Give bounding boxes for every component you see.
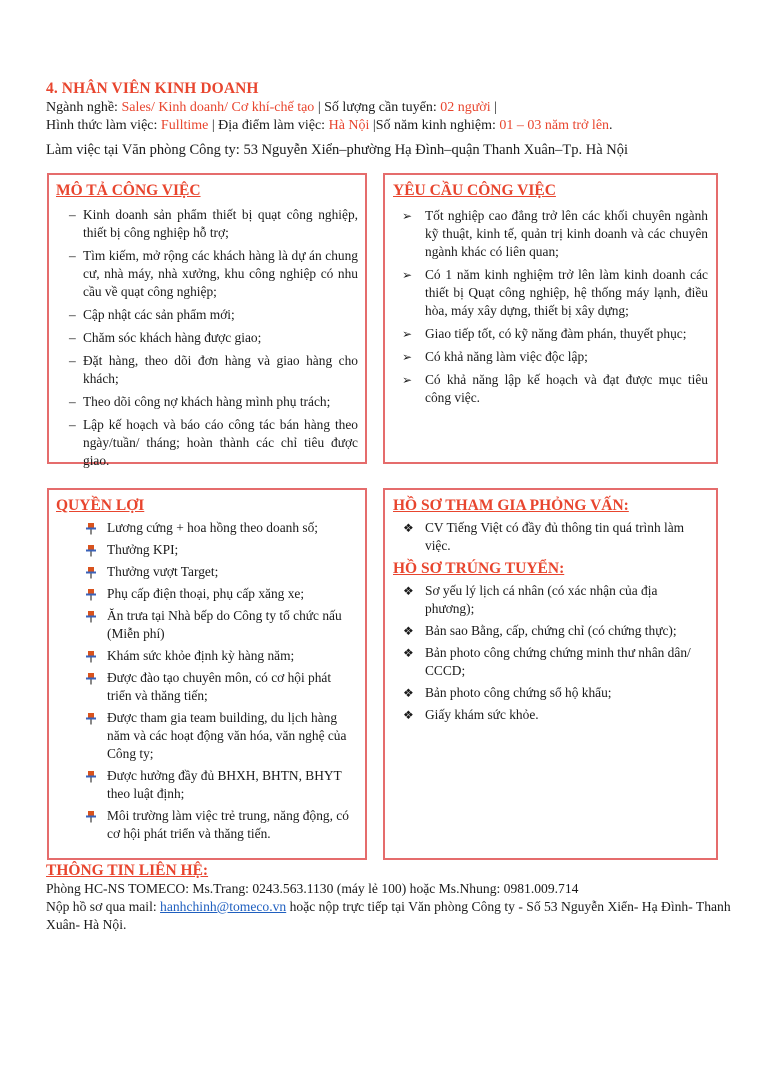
list-item: [56, 393, 358, 411]
contact-section: [46, 862, 736, 934]
list-item: [393, 266, 708, 320]
list-item: [56, 563, 358, 581]
interview-docs-list: [393, 519, 708, 555]
dash-bullet: –: [69, 307, 76, 322]
list-item-text: Ăn trưa tại Nhà bếp do Công ty tổ chức nấu (Miễn phí): [107, 608, 342, 641]
arrow-bullet-icon: ➢: [402, 209, 413, 223]
dash-bullet: –: [69, 330, 76, 345]
list-item: [393, 706, 708, 724]
list-item-text: Được tham gia team building, du lịch hàng năm và các hoạt động văn hóa, văn nghệ của Công ty;: [107, 710, 347, 761]
list-item-text: Bản photo công chứng chứng minh thư nhân dân/ CCCD;: [425, 645, 691, 678]
list-item-text: Sơ yếu lý lịch cá nhân (có xác nhận của địa phương);: [425, 583, 658, 616]
list-item: [393, 622, 708, 640]
list-item-text: Tìm kiếm, mở rộng các khách hàng là dự án chung cư, nhà máy, nhà xưởng, khu công nghiệp có nhu cầu về quạt công nghiệp;: [83, 248, 358, 299]
list-item: [56, 709, 358, 763]
requirements-list: [393, 207, 708, 407]
mail-suffix: hoặc nộp trực tiếp tại Văn phòng Công ty - Số 53 Nguyễn Xiển- Hạ Đình- Thanh Xuân- Hà Nội.: [46, 899, 731, 932]
requirements-box: [383, 173, 718, 464]
pushpin-icon: [85, 770, 98, 783]
dash-bullet: –: [69, 353, 76, 368]
list-item-text: Thưởng vượt Target;: [107, 564, 219, 579]
list-item-text: Thưởng KPI;: [107, 542, 179, 557]
dash-bullet: –: [69, 248, 76, 263]
list-item-text: Đặt hàng, theo dõi đơn hàng và giao hàng cho khách;: [83, 353, 358, 386]
list-item-text: Có khả năng lập kế hoạch và đạt được mục tiêu công việc.: [425, 372, 708, 405]
list-item: [56, 585, 358, 603]
quantity-end: |: [490, 100, 497, 115]
list-item-text: Cập nhật các sản phẩm mới;: [83, 307, 235, 322]
quantity-value: 02 người: [440, 100, 491, 115]
list-item-text: Theo dõi công nợ khách hàng mình phụ trách;: [83, 394, 331, 409]
list-item: [56, 416, 358, 470]
list-item: [56, 352, 358, 388]
benefits-title: QUYỀN LỢI: [56, 497, 145, 514]
experience-value: 01 – 03 năm trở lên: [499, 118, 610, 133]
list-item: [393, 348, 708, 366]
pushpin-icon: [85, 566, 98, 579]
list-item-text: Lập kế hoạch và báo cáo công tác bán hàng theo ngày/tuần/ tháng; hoàn thành các chỉ tiêu được giao.: [83, 417, 358, 468]
job-description-title: MÔ TẢ CÔNG VIỆC: [56, 182, 201, 199]
list-item: [393, 582, 708, 618]
industry-line: [46, 99, 736, 117]
list-item-text: Kinh doanh sản phẩm thiết bị quạt công nghiệp, thiết bị công nghiệp hỗ trợ;: [83, 207, 358, 240]
worktype-line: [46, 117, 736, 135]
list-item: [56, 541, 358, 559]
list-item-text: Có khả năng làm việc độc lập;: [425, 349, 588, 364]
experience-end: .: [609, 118, 613, 133]
diamond-bullet-icon: ❖: [403, 584, 414, 598]
list-item: [56, 807, 358, 843]
list-item: [393, 684, 708, 702]
job-description-list: [56, 206, 358, 470]
contact-phone-line: Phòng HC-NS TOMECO: Ms.Trang: 0243.563.1130 (máy lẻ 100) hoặc Ms.Nhung: 0981.009.714: [46, 881, 579, 896]
email-link[interactable]: hanhchinh@tomeco.vn: [160, 899, 287, 914]
hired-docs-list: [393, 582, 708, 724]
list-item-text: Môi trường làm việc trẻ trung, năng động, có cơ hội phát triển và thăng tiến.: [107, 808, 349, 841]
list-item: [56, 329, 358, 347]
pushpin-icon: [85, 610, 98, 623]
list-item: [393, 644, 708, 680]
diamond-bullet-icon: ❖: [403, 708, 414, 722]
benefits-list: [56, 519, 358, 843]
location-label: | Địa điểm làm việc:: [208, 118, 329, 133]
list-item: [56, 647, 358, 665]
worktype-value: Fulltime: [160, 118, 209, 133]
pushpin-icon: [85, 588, 98, 601]
job-header: [46, 80, 736, 159]
hired-docs-title: HỒ SƠ TRÚNG TUYỂN:: [393, 560, 565, 577]
dash-bullet: –: [69, 394, 76, 409]
industry-value: Sales/ Kinh doanh/ Cơ khí-chế tạo: [121, 100, 315, 115]
list-item-text: Bản photo công chứng sổ hộ khẩu;: [425, 685, 612, 700]
job-title: 4. NHÂN VIÊN KINH DOANH: [46, 80, 259, 97]
list-item-text: Tốt nghiệp cao đẳng trở lên các khối chuyên ngành kỹ thuật, kinh tế, quản trị kinh doanh và các chuyên ngành khác có liên quan;: [425, 208, 708, 259]
diamond-bullet-icon: ❖: [403, 646, 414, 660]
list-item-text: Được đào tạo chuyên môn, có cơ hội phát triển và thăng tiến;: [107, 670, 332, 703]
list-item-text: Chăm sóc khách hàng được giao;: [83, 330, 262, 345]
interview-docs-title: HỒ SƠ THAM GIA PHỎNG VẤN:: [393, 497, 629, 514]
worktype-label: Hình thức làm việc:: [46, 118, 161, 133]
arrow-bullet-icon: ➢: [402, 268, 413, 282]
job-description-box: [47, 173, 367, 468]
quantity-label: | Số lượng cần tuyển:: [314, 100, 441, 115]
location-value: Hà Nội: [328, 118, 370, 133]
list-item-text: Có 1 năm kinh nghiệm trở lên làm kinh doanh các thiết bị Quạt công nghiệp, hệ thống máy lạnh, điều hòa, máy xây dựng, thiết bị xây dựng;: [425, 267, 708, 318]
mail-prefix: Nộp hồ sơ qua mail:: [46, 899, 161, 914]
pushpin-icon: [85, 544, 98, 557]
list-item: [56, 669, 358, 705]
list-item: [56, 206, 358, 242]
list-item: [393, 207, 708, 261]
list-item: [393, 325, 708, 343]
requirements-title: YÊU CẦU CÔNG VIỆC: [393, 182, 556, 199]
work-address: Làm việc tại Văn phòng Công ty: 53 Nguyễn Xiển–phường Hạ Đình–quận Thanh Xuân–Tp. Hà Nội: [46, 142, 629, 158]
list-item: [56, 767, 358, 803]
pushpin-icon: [85, 650, 98, 663]
list-item: [56, 519, 358, 537]
pushpin-icon: [85, 672, 98, 685]
contact-mail-line: [46, 898, 736, 934]
list-item: [56, 247, 358, 301]
dash-bullet: –: [69, 417, 76, 432]
experience-label: |Số năm kinh nghiệm:: [369, 118, 500, 133]
pushpin-icon: [85, 810, 98, 823]
diamond-bullet-icon: ❖: [403, 686, 414, 700]
list-item-text: Giấy khám sức khỏe.: [425, 707, 539, 722]
list-item: [56, 607, 358, 643]
documents-box: [383, 488, 718, 860]
pushpin-icon: [85, 712, 98, 725]
list-item-text: CV Tiếng Việt có đầy đủ thông tin quá trình làm việc.: [425, 520, 685, 553]
list-item: [393, 519, 708, 555]
list-item-text: Bản sao Bằng, cấp, chứng chỉ (có chứng thực);: [425, 623, 677, 638]
list-item: [393, 371, 708, 407]
arrow-bullet-icon: ➢: [402, 350, 413, 364]
arrow-bullet-icon: ➢: [402, 327, 413, 341]
diamond-bullet-icon: ❖: [403, 624, 414, 638]
list-item-text: Lương cứng + hoa hồng theo doanh số;: [107, 520, 319, 535]
list-item-text: Được hưởng đầy đủ BHXH, BHTN, BHYT theo luật định;: [107, 768, 342, 801]
list-item-text: Phụ cấp điện thoại, phụ cấp xăng xe;: [107, 586, 305, 601]
diamond-bullet-icon: ❖: [403, 521, 414, 535]
list-item-text: Giao tiếp tốt, có kỹ năng đàm phán, thuyết phục;: [425, 326, 687, 341]
pushpin-icon: [85, 522, 98, 535]
list-item-text: Khám sức khỏe định kỳ hàng năm;: [107, 648, 295, 663]
dash-bullet: –: [69, 207, 76, 222]
industry-label: Ngành nghề:: [46, 100, 122, 115]
benefits-box: [47, 488, 367, 860]
list-item: [56, 306, 358, 324]
contact-title: THÔNG TIN LIÊN HỆ:: [46, 862, 209, 879]
arrow-bullet-icon: ➢: [402, 373, 413, 387]
